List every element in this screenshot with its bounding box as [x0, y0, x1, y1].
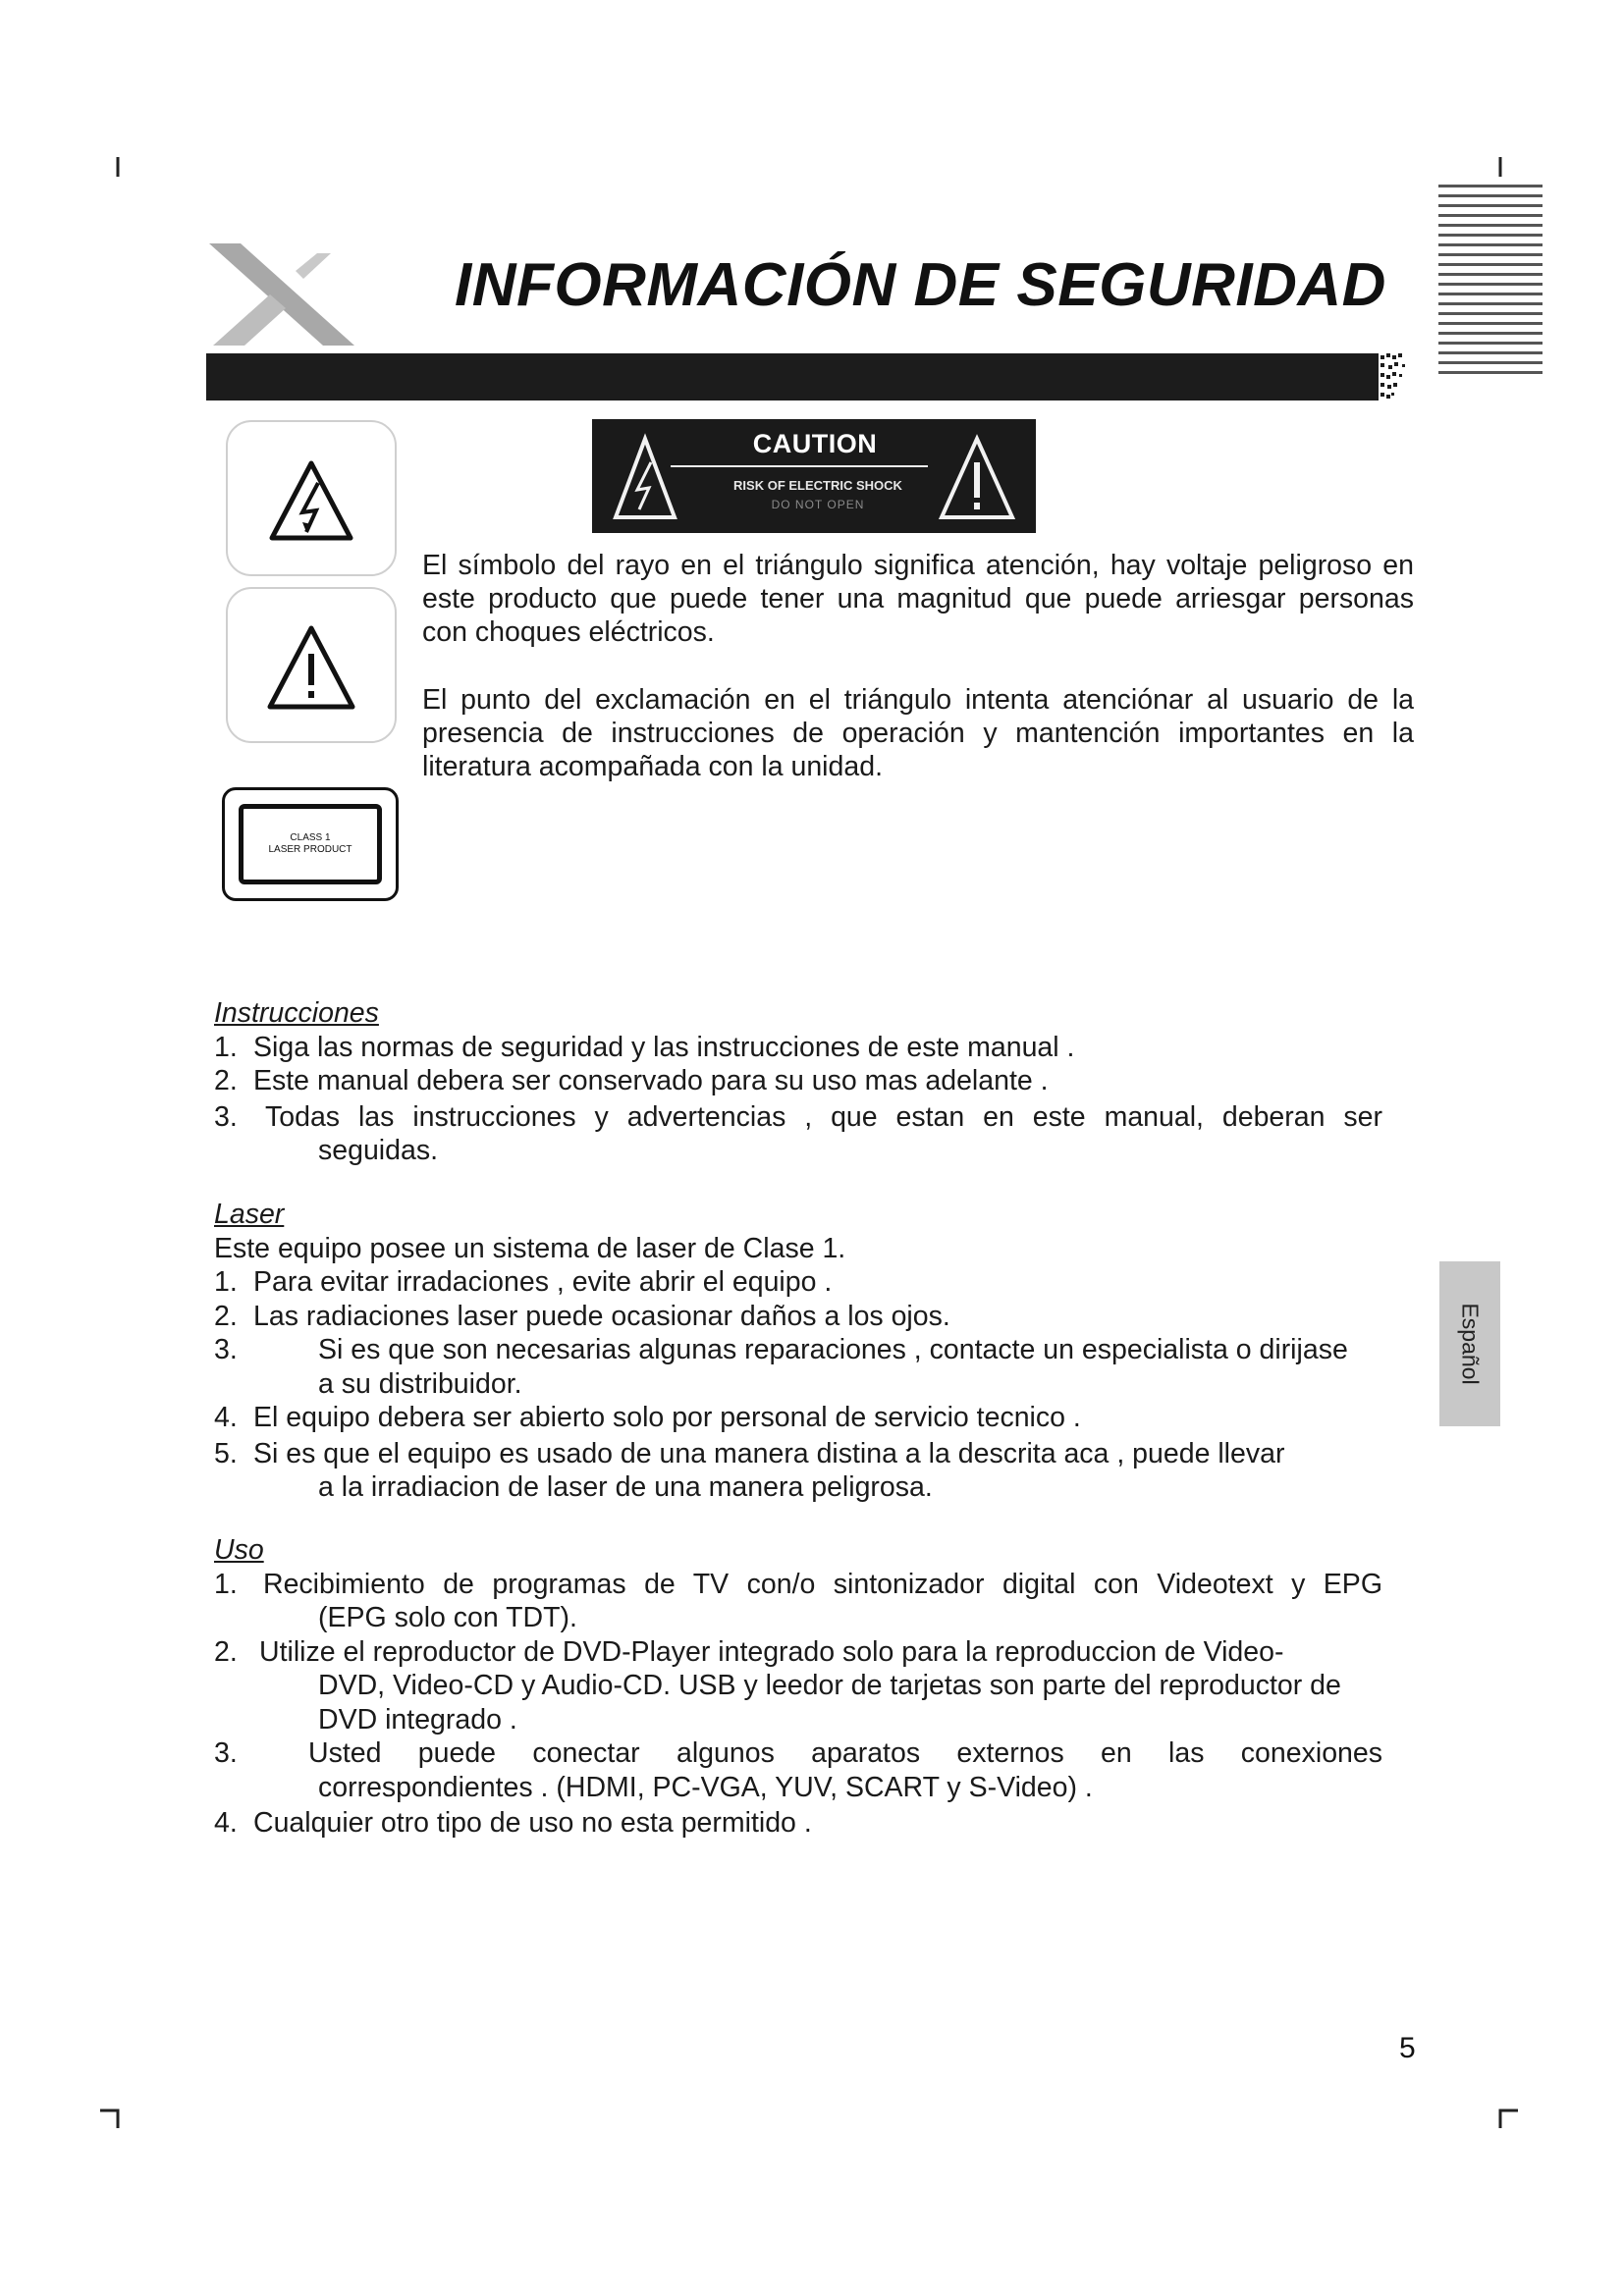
page-title: INFORMACIÓN DE SEGURIDAD [455, 251, 1386, 319]
list-item: 2. Las radiaciones laser puede ocasionar daños a los ojos. [214, 1300, 950, 1332]
list-item: 1. Para evitar irradaciones , evite abrir el equipo . [214, 1266, 833, 1298]
caution-line2: DO NOT OPEN [771, 498, 865, 511]
exclamation-symbol-box [226, 587, 397, 743]
header-bar [206, 353, 1375, 400]
uso-section [214, 1533, 1422, 1841]
exclamation-explanation: El punto del exclamación en el triángulo intenta atenciónar al usuario de la presencia de instrucciones de operación y mantención importantes en la literatura acompañada con la unidad. [422, 684, 1414, 782]
list-item: 1. Siga las normas de seguridad y las instrucciones de este manual . [214, 1031, 1075, 1063]
lightning-explanation: El símbolo del rayo en el triángulo significa atención, hay voltaje peligroso en este producto que puede tener una magnitud que puede arriesgar personas con choques eléctricos. [422, 550, 1414, 648]
laser-class-line1: CLASS 1 [290, 832, 331, 843]
exclamation-triangle-icon [938, 433, 1016, 523]
lightning-symbol-box [226, 420, 397, 576]
laser-section [214, 1198, 1422, 1505]
header-bar-fade [1365, 353, 1414, 400]
page-number: 5 [1399, 2032, 1416, 2064]
list-item: 2. Este manual debera ser conservado para su uso mas adelante . [214, 1065, 1049, 1096]
list-item: 4. Cualquier otro tipo de uso no esta permitido . [214, 1807, 812, 1839]
list-item: 4. El equipo debera ser abierto solo por personal de servicio tecnico . [214, 1402, 1081, 1433]
laser-heading: Laser [214, 1199, 285, 1230]
language-tab-label: Español [1457, 1303, 1484, 1385]
caution-heading: CAUTION [752, 429, 878, 458]
list-item: 3. Si es que son necesarias algunas reparaciones , contacte un especialista o dirijase a su distribuidor. [214, 1334, 1348, 1400]
laser-class-label [222, 787, 399, 901]
caution-divider [671, 465, 928, 467]
crop-mark-bottom-right [1498, 2109, 1518, 2128]
list-item: 1. Recibimiento de programas de TV con/o sintonizador digital con Videotext y EPG (EPG solo con TDT). [214, 1568, 1382, 1633]
crop-mark-bottom-left [100, 2109, 120, 2128]
crop-mark-top-right [1498, 157, 1518, 177]
lightning-triangle-icon [612, 433, 678, 523]
exclamation-warning-icon [228, 589, 395, 741]
instrucciones-section [214, 996, 1422, 1168]
caution-line1: RISK OF ELECTRIC SHOCK [733, 478, 902, 493]
crop-mark-top-left [100, 157, 120, 177]
laser-class-line2: LASER PRODUCT [268, 844, 352, 855]
laser-intro: Este equipo posee un sistema de laser de Clase 1. [214, 1232, 846, 1264]
uso-heading: Uso [214, 1534, 264, 1566]
instrucciones-heading: Instrucciones [214, 997, 379, 1029]
list-item: 2. Utilize el reproductor de DVD-Player integrado solo para la reproduccion de Video- DVD, Video-CD y Audio-CD. USB y leedor de tarjetas son parte del reproductor de DVD integrado . [214, 1635, 1341, 1735]
list-item: 5. Si es que el equipo es usado de una manera distina a la descrita aca , puede llevar a la irradiacion de laser de una manera peligrosa. [214, 1437, 1285, 1503]
lightning-warning-icon [228, 422, 395, 574]
list-item: 3. Usted puede conectar algunos aparatos externos en las conexiones correspondientes . (HDMI, PC-VGA, YUV, SCART y S-Video) . [214, 1737, 1382, 1803]
brand-logo [201, 243, 358, 351]
language-tab [1439, 1261, 1500, 1426]
decorative-stripes [1438, 185, 1543, 381]
caution-label [592, 419, 1036, 533]
list-item: 3. Todas las instrucciones y advertencias , que estan en este manual, deberan ser seguidas. [214, 1100, 1382, 1166]
